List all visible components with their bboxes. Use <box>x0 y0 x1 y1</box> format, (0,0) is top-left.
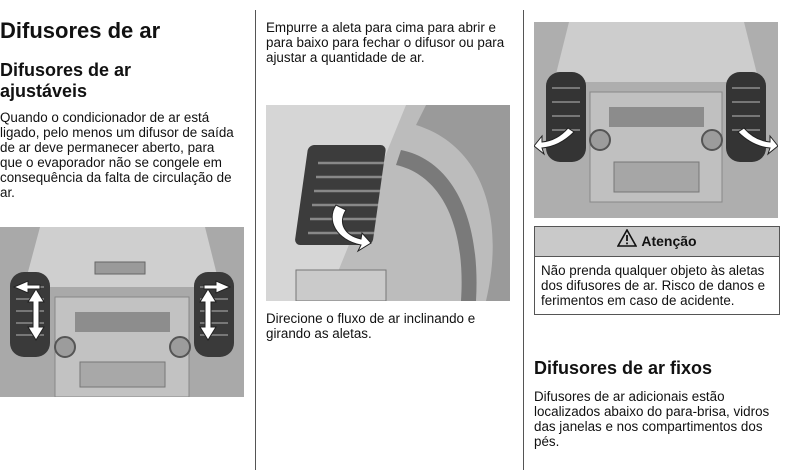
warning-triangle-icon <box>617 228 637 257</box>
warning-header <box>535 227 779 257</box>
column-right <box>534 0 780 470</box>
vent-direction-image <box>266 105 510 301</box>
column-middle <box>266 0 512 470</box>
subsection-title: Difusores de ar ajustáveis <box>0 60 132 101</box>
direct-airflow-paragraph: Direcione o fluxo de ar inclinando e girando as aletas. <box>266 311 476 341</box>
dashboard-adjustable-vents-image <box>0 227 244 397</box>
dashboard-vents-arrows-image <box>534 22 778 218</box>
fixed-vents-paragraph: Difusores de ar adicionais estão localizados abaixo do para-brisa, vidros das janelas e nos compartimentos dos pés. <box>534 389 770 449</box>
intro-paragraph: Quando o condicionador de ar está ligado, pelo menos um difusor de saída de ar deve permanecer aberto, para que o evaporador não se congele em consequência da falta de circulação de ar. <box>0 110 234 200</box>
warning-title: Atenção <box>641 233 697 249</box>
column-divider-2 <box>523 10 524 470</box>
warning-text: Não prenda qualquer objeto às aletas dos difusores de ar. Risco de danos e ferimentos em caso de acidente. <box>541 263 766 308</box>
section-title: Difusores de ar <box>0 18 161 43</box>
push-vane-paragraph: Empurre a aleta para cima para abrir e para baixo para fechar o difusor ou para ajustar a quantidade de ar. <box>266 20 505 65</box>
fixed-vents-title: Difusores de ar fixos <box>534 358 713 378</box>
column-divider <box>255 10 256 470</box>
warning-box <box>534 226 780 315</box>
column-left <box>0 0 250 470</box>
